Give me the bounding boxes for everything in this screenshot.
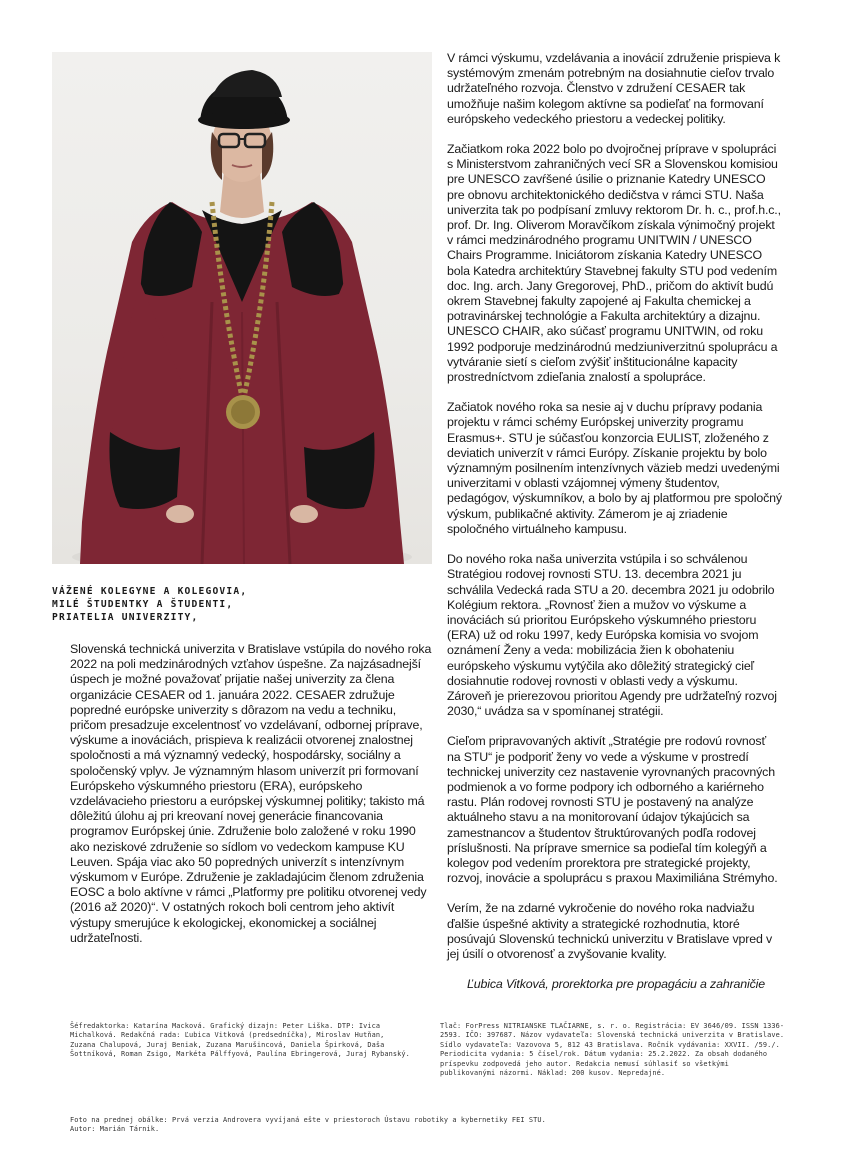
greeting — [52, 585, 432, 624]
greeting-line: PRIATELIA UNIVERZITY, — [52, 612, 199, 623]
left-column — [70, 642, 432, 946]
greeting-line: VÁŽENÉ KOLEGYNE A KOLEGOVIA, — [52, 586, 248, 597]
photo-credit-author: Autor: Marián Tárnik. — [70, 1125, 160, 1134]
portrait-photo — [52, 52, 432, 564]
paragraph-closing: Verím, že na zdarné vykročenie do nového roka nadviažu ďalšie úspešné aktivity a strategické rozhodnutia, ktoré posúvajú Slovenskú technickú univerzitu v Bratislave vpred v jej úsilí o otvorenosť a zvyšovanie kvality. — [447, 901, 773, 961]
footer-editorial — [70, 1022, 410, 1060]
intro-paragraph: Slovenská technická univerzita v Bratislave vstúpila do nového roka 2022 na poli medzinárodných vzťahov úspešne. Za najzásadnejší úspech je možné považovať prijatie našej univerzity za člena organizácie CESAER od 1. januára 2022. CESAER združuje popredné európske univerzity s dôrazom na vedu a techniku, pričom presadzuje excelentnosť vo vzdelávaní, odbornej príprave, výskume a inováciách, prispieva k realizácii otvorenej znalostnej spoločnosti a má významný vedecký, hospodársky, sociálny a spoločenský vplyv. Je významným hlasom univerzít pri formovaní Európskeho výskumného priestoru (ERA), európskeho vzdelávacieho priestoru a európskej výskumnej politiky; takisto má dôležitú úlohu aj pri kreovaní novej generácie financovania programov Európskej únie. Združenie bolo založené v roku 1990 ako neziskové združenie so sídlom vo vedeckom kampuse KU Leuven. Spája viac ako 50 popredných univerzít s intenzívnym výskumom v Európe. Združenie je zakladajúcim členom združenia EOSC a bolo aktívne v rámci „Platformy pre politiku otvorenej vedy (2016 až 2020)“. V ostatných rokoch boli centrom jeho aktivít výstupy smerujúce k ekologickej, ekonomickej a sociálnej udržateľnosti. — [70, 642, 432, 945]
paragraph-erasmus: Začiatok nového roka sa nesie aj v duchu prípravy podania projektu v rámci schémy Európskej univerzity programu Erasmus+. STU je súčasťou konzorcia EULIST, zloženého z deviatich univerzít v rámci Európy. Získanie projektu by bolo významným posilnením intenzívnych väzieb medzi uvedenými univerzitami v oblasti vzájomnej výmeny študentov, pedagógov, výskumníkov, a bolo by aj platformou pre spoločný výskum, publikačné aktivity. Zámerom je aj zriadenie spoločného virtuálneho kampusu. — [447, 400, 782, 536]
greeting-line: MILÉ ŠTUDENTKY A ŠTUDENTI, — [52, 599, 234, 610]
paragraph-gender-strategy: Do nového roka naša univerzita vstúpila i so schválenou Stratégiou rodovej rovnosti STU. 13. decembra 2021 ju schválila Vedecká rada STU a 20. decembra 2021 ju odobrilo Kolégium rektora. „Rovnosť žien a mužov vo výskume a inováciách sú prioritou Európskeho výskumného priestoru (ERA) už od roku 1997, kedy Európska komisia vo svojom oznámení Ženy a veda: mobilizácia žien k obohateniu európskeho výskumu vytýčila ako dôležitý strategický cieľ dosiahnutie rodovej rovnosti v oblasti vedy a výskumu. Zároveň je prierezovou prioritou Agendy pre udržateľný rozvoj 2030,“ uvádza sa v spomínanej stratégii. — [447, 552, 777, 719]
footer-publisher-text: Tlač: ForPress NITRIANSKE TLAČIARNE, s. r. o. Registrácia: EV 3646/09. ISSN 1336-2593. IČO: 397687. Názov vydavateľa: Slovenská technická univerzita v Bratislave. Sídlo vydavateľa: Vazovova 5, 812 43 Bratislava. Ročník vydávania: XXVII. /59./. Periodicita vydania: 5 čísel/rok. Dátum vydania: 25.2.2022. Za obsah dodaného príspevku zodpovedá jeho autor. Redakcia nemusí súhlasiť so všetkými publikovanými názormi. Náklad: 200 kusov. Nepredajné. — [440, 1022, 785, 1078]
paragraph-gender-activities: Cieľom pripravovaných aktivít „Stratégie pre rodovú rovnosť na STU“ je podporiť ženy vo vede a výskume v prostredí technickej univerzity cez nastavenie vyrovnaných pracovných podmienok a vo forme podpory ich odborného a kariérneho rastu. Plán rodovej rovnosti STU je postavený na analýze aktuálneho stavu a na monitorovaní údajov týkajúcich sa zamestnancov a študentov štruktúrovaných podľa rodovej príslušnosti. Na príprave smernice sa podieľal tím kolegýň a kolegov pod vedením prorektora pre strategické projekty, rozvoj, inovácie a spoluprácu s praxou Maximiliána Strémyho. — [447, 734, 778, 886]
right-column — [447, 51, 782, 1007]
footer-publisher — [440, 1022, 785, 1078]
paragraph-cesaer-goals: V rámci výskumu, vzdelávania a inovácií združenie prispieva k systémovým zmenám potrebným na dosiahnutie cieľov trvalo udržateľného rozvoja. Členstvo v združení CESAER tak umožňuje našim kolegom aktívne sa podieľať na formovaní európskeho vedeckého priestoru a vedeckej politiky. — [447, 51, 781, 126]
portrait-illustration — [52, 52, 432, 564]
paragraph-unesco-chair: Začiatkom roka 2022 bolo po dvojročnej príprave v spolupráci s Ministerstvom zahraničných vecí SR a Slovenskou komisiou pre UNESCO zavŕšené úsilie o priznanie Katedry UNESCO pre obnovu architektonického dedičstva v rámci STU. Naša univerzita tak po podpísaní zmluvy rektorom Dr. h. c., prof.h.c., prof. Dr. Ing. Oliverom Moravčíkom získala výnimočný projekt v rámci medzinárodného programu UNITWIN / UNESCO Chairs Programme. Iniciátorom získania Katedry UNESCO bola Katedra architektúry Stavebnej fakulty STU pod vedením doc. Ing. arch. Jany Gregorovej, PhD., pričom do aktivít budú okrem Stavebnej fakulty zapojené aj Fakulta chemickej a potravinárskej technológie a Fakulta architektúry a dizajnu. UNESCO CHAIR, ako súčasť programu UNITWIN, od roku 1992 podporuje medzinárodnú medziuniverzitnú spoluprácu a vytváranie sietí s cieľom zvýšiť inštitucionálne kapacity prostredníctvom zdieľania znalostí a spolupráce. — [447, 142, 781, 385]
photo-credit-line: Foto na prednej obálke: Prvá verzia Androvera vyvíjaná ešte v priestoroch Ústavu robotiky a kybernetiky FEI STU. — [70, 1116, 546, 1124]
photo-credit — [70, 1116, 670, 1135]
footer-editorial-text: Šéfredaktorka: Katarína Macková. Grafický dizajn: Peter Liška. DTP: Ivica Michalková. Redakčná rada: Ľubica Vitková (predsedníčka), Miroslav Hutňan, Zuzana Chalupová, Juraj Beniak, Zuzana Marušincová, Daniela Špirková, Daša Šottníková, Roman Zsigo, Markéta Pálffyová, Paulína Ebringerová, Juraj Rybanský. — [70, 1022, 410, 1059]
signature: Ľubica Vitková, prorektorka pre propagáciu a zahraničie — [467, 977, 766, 992]
